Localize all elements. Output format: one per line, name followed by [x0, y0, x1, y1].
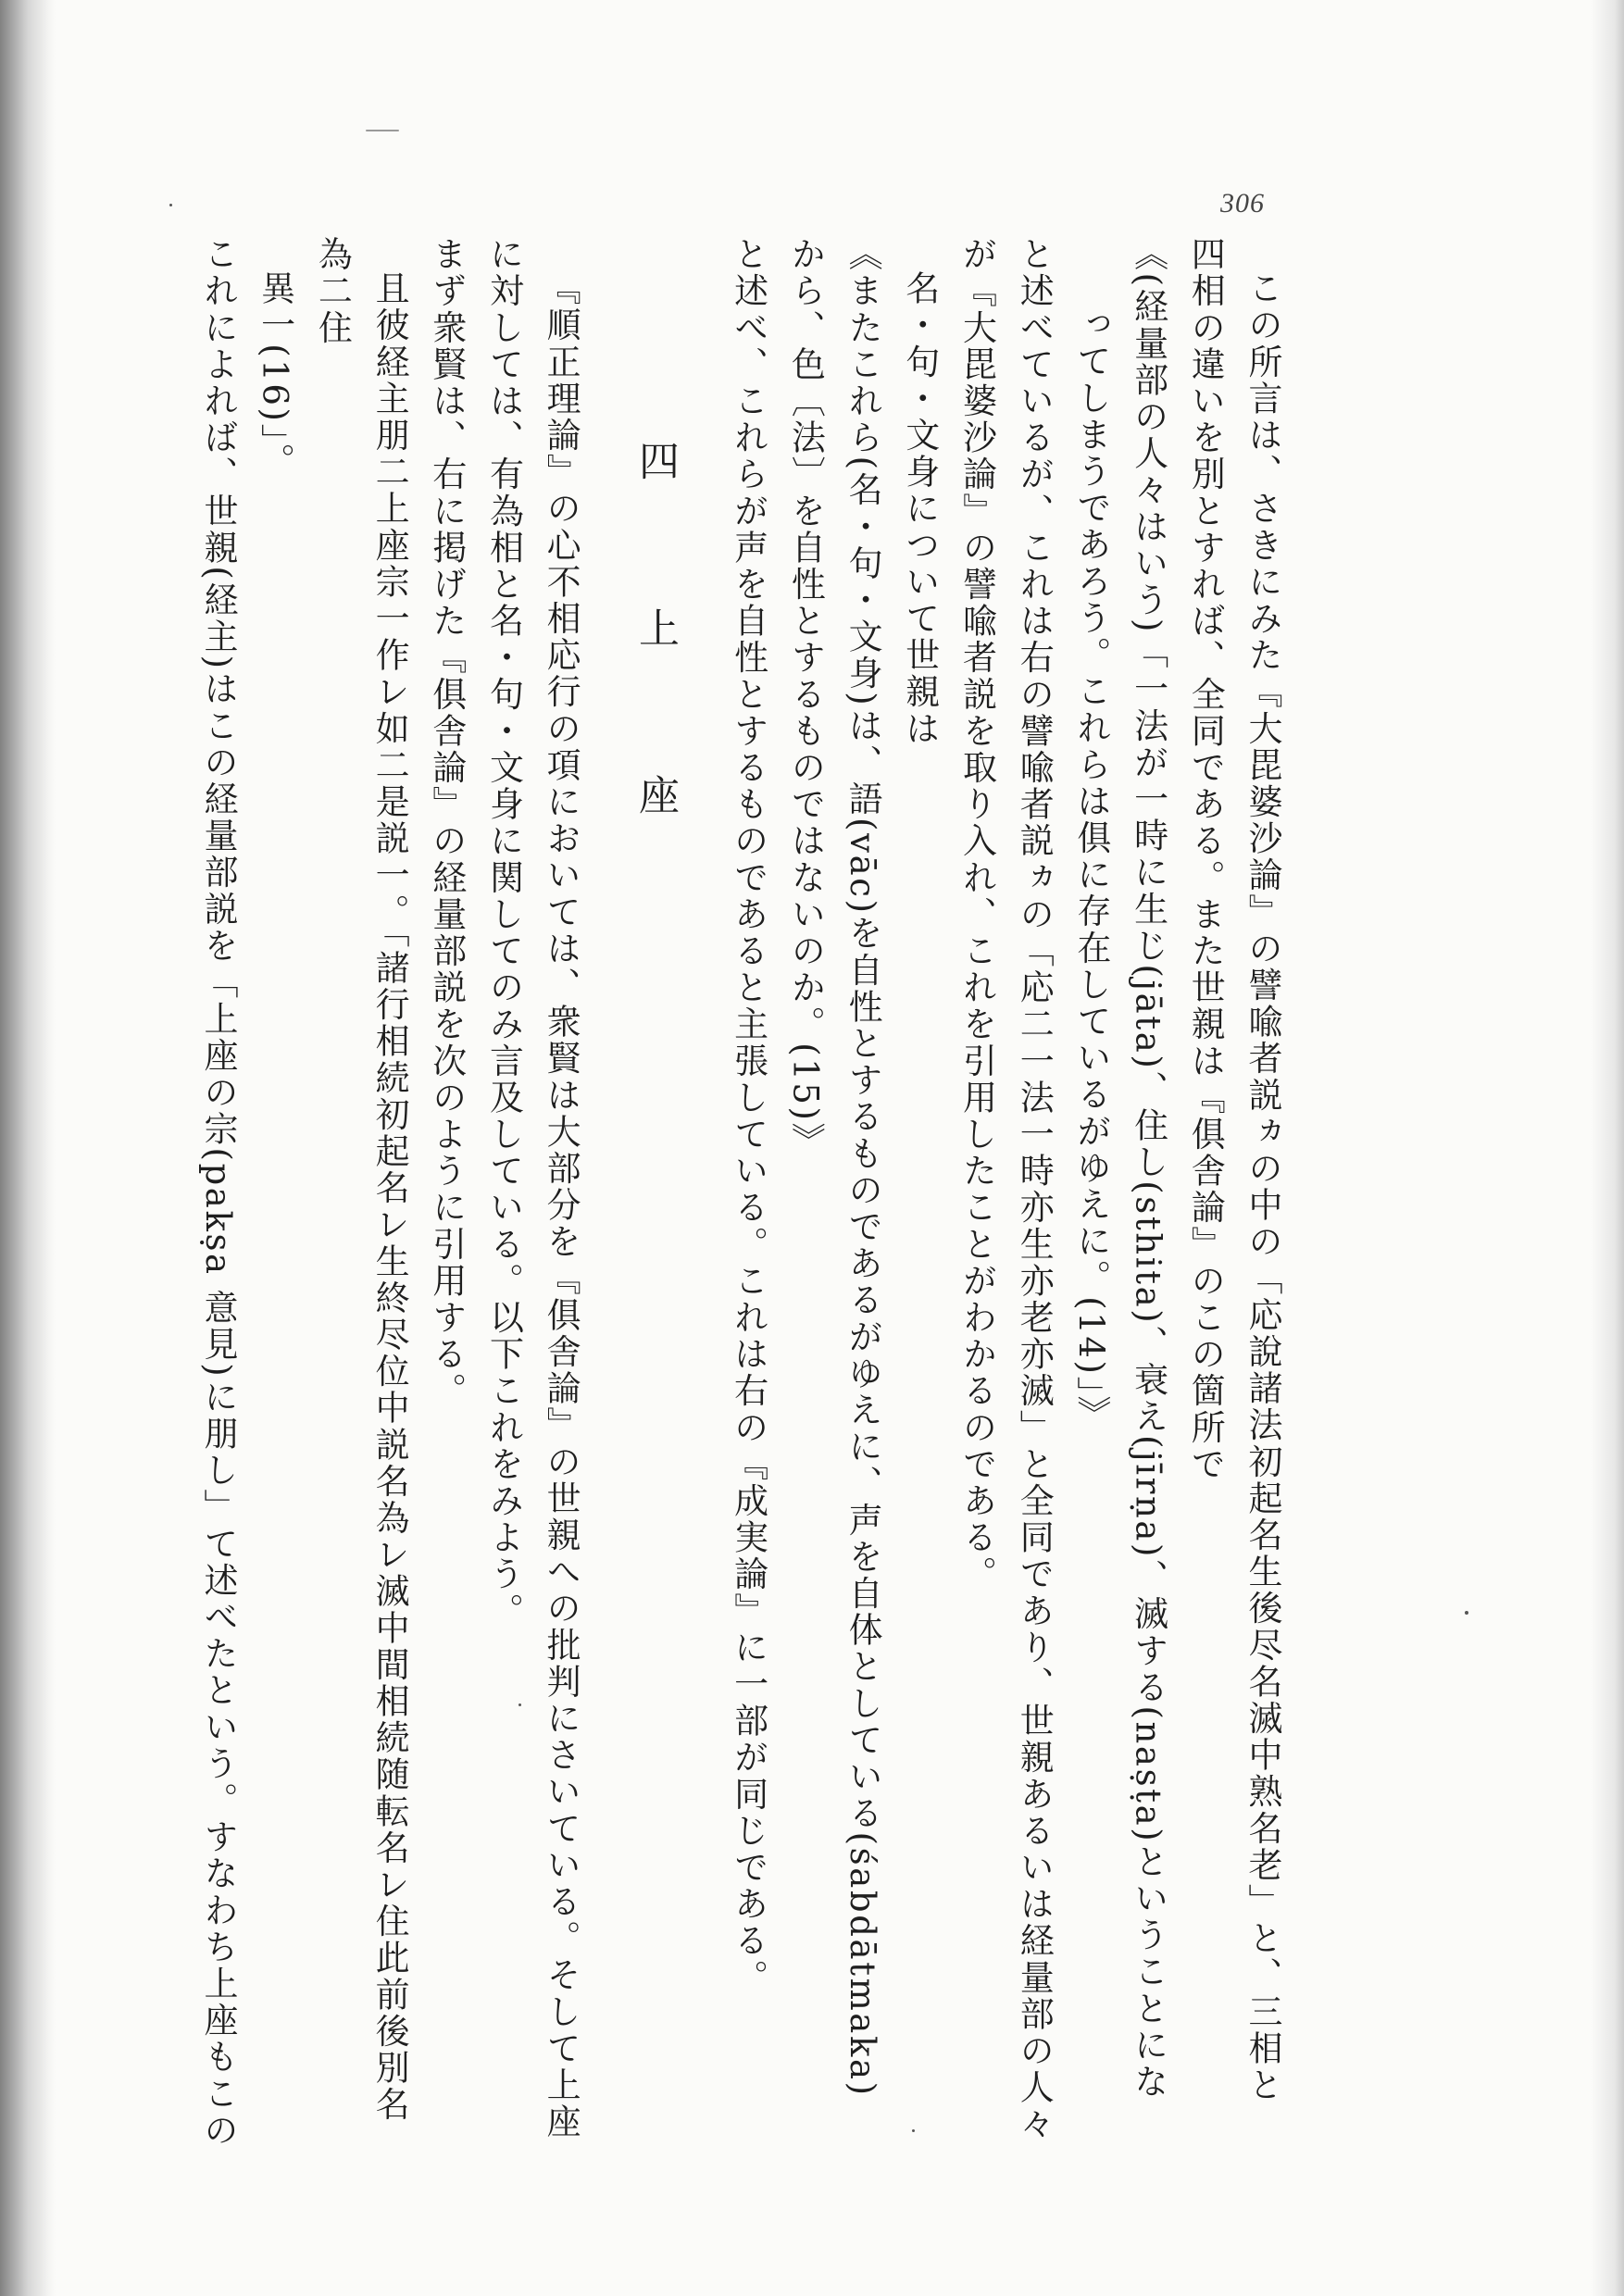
text-line: この所言は、さきにみた『大毘婆沙論』の譬喩者説ヵの中の「応說諸法初起名生後尽名滅中熟名老」と、三相と — [1243, 270, 1282, 2103]
text-line: これによれば、世親(経主)はこの経量部説を「上座の宗(pakṣa 意見)に朋し」て述べたという。すなわち上座もこの — [197, 236, 238, 2149]
text-line: と述べているが、これは右の譬喩者説ヵの「応二一法一時亦生亦老亦滅」と全同であり、世親あるいは経量部の人々 — [1014, 236, 1055, 2143]
text-line: と述べ、これらが声を自性とするものであると主張している。これは右の『成実論』に一部が同じである。 — [728, 236, 768, 1996]
kanbun-quote-line: 異一(16)」。 — [255, 270, 295, 480]
quote-line: から、色〔法〕を自性とするものではないのか。(15)》 — [785, 236, 826, 1160]
kanbun-quote-line: 且彼経主朋二上座宗一作レ如二是説一。「諸行相続初起名レ生終尽位中説名為レ滅中間相続随転名レ住此前後別名為二住 — [312, 236, 410, 2124]
quote-line: 《またこれら(名・句・文身)は、語(vāc)を自性とするものであるがゆえに、声を自体としている(śabdātmaka) — [843, 236, 883, 2098]
quote-line: 《(経量部の人々はいう)「一法が一時に生じ(jāta)、住し(sthita)、衰え(jīrṇa)、滅する(naṣṭa)ということにな — [1128, 236, 1168, 2101]
scan-right-edge-shadow — [1591, 0, 1624, 2296]
text-line: 四相の違いを別とすれば、全同である。また世親は『俱舎論』のこの箇所で — [1185, 236, 1226, 1483]
page-number: 306 — [1220, 188, 1265, 218]
scan-speck — [1465, 1611, 1468, 1615]
section-heading: 四 上 座 — [631, 440, 679, 857]
text-line: 名・句・文身について世親は — [899, 270, 940, 747]
scan-left-edge-shadow — [0, 0, 56, 2296]
scan-speck — [169, 204, 172, 206]
quote-line: ってしまうであろう。これらは俱に存在しているがゆえに。(14)」》 — [1070, 306, 1111, 1433]
text-line: まず衆賢は、右に掲げた『俱舎論』の経量部説を次のように引用する。 — [426, 236, 467, 1410]
text-line: 『順正理論』の心不相応行の項においては、衆賢は大部分を『俱舎論』の世親への批判にさいている。そして上座 — [541, 270, 581, 2140]
text-line: が『大毘婆沙論』の譬喩者説を取り入れ、これを引用したことがわかるのである。 — [956, 236, 997, 1593]
vertical-text-body — [189, 236, 1291, 2152]
scan-speck — [366, 130, 399, 131]
text-line: に対しては、有為相と名・句・文身に関してのみ言及している。以下これをみよう。 — [483, 236, 524, 1629]
